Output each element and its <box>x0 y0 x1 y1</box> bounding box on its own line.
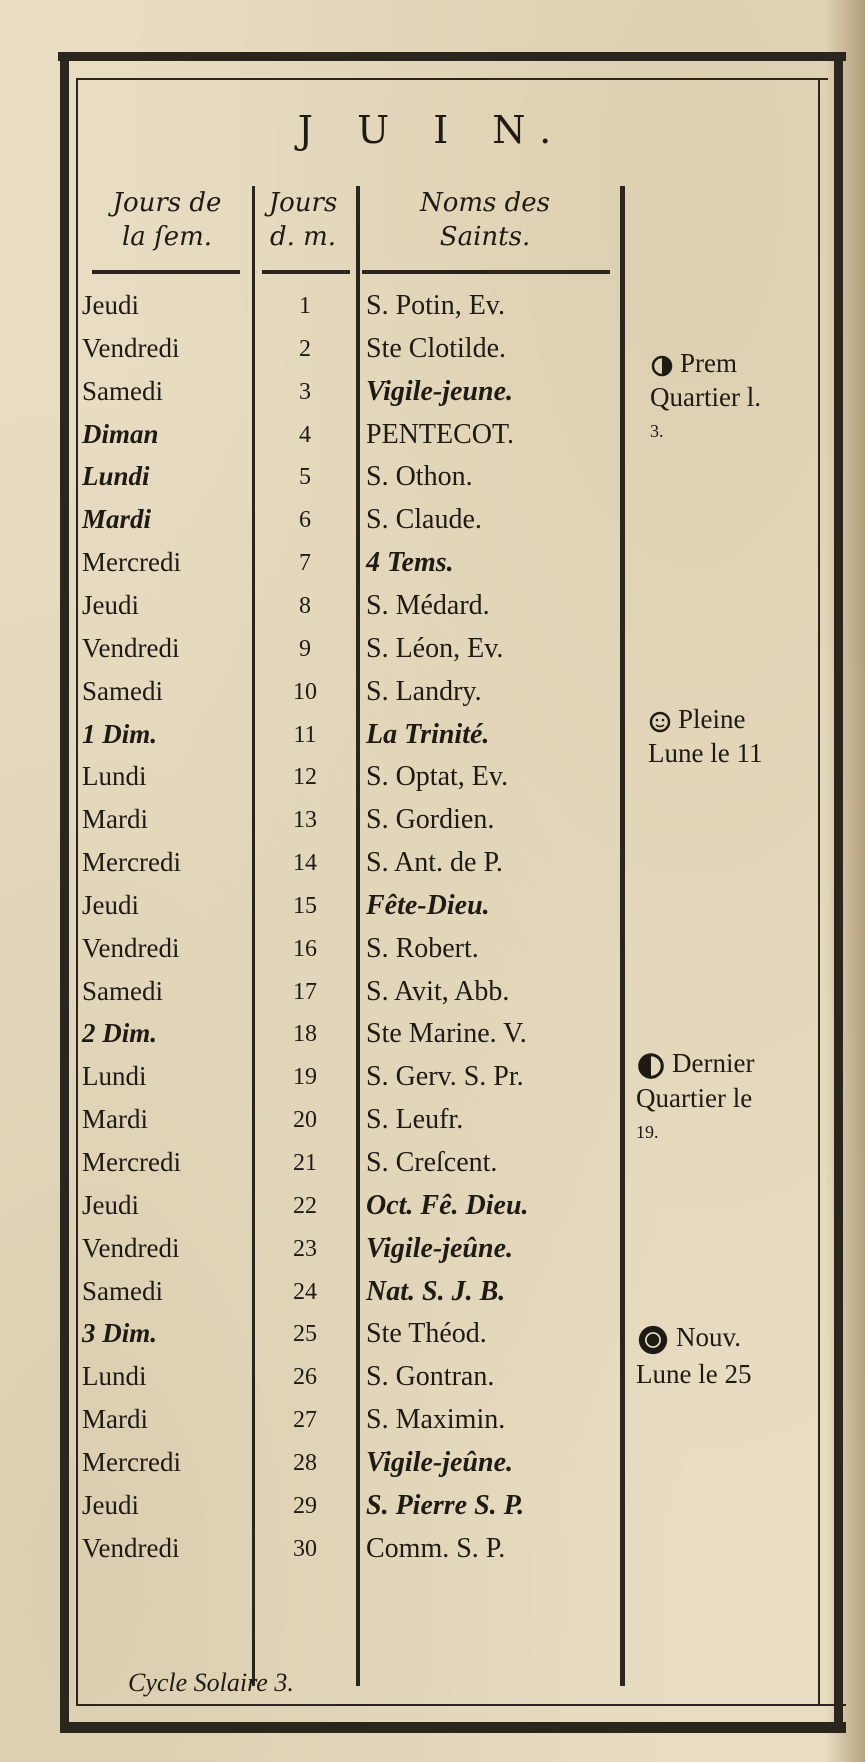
weekday-cell: Mardi <box>82 1104 148 1135</box>
weekday-cell: Jeudi <box>82 1489 139 1520</box>
weekday-cell: Lundi <box>82 761 147 792</box>
table-row <box>0 284 865 327</box>
table-row <box>0 541 865 584</box>
top-border-thick <box>58 52 846 61</box>
saint-name-cell: Vigile-jeûne. <box>366 1446 513 1478</box>
day-number-cell: 8 <box>299 592 311 619</box>
header-daynum-line2: d. m. <box>269 222 337 252</box>
weekday-cell: Mercredi <box>82 847 181 878</box>
weekday-cell: 1 Dim. <box>82 718 158 749</box>
day-number-cell: 9 <box>299 635 311 662</box>
last-quarter-moon-icon <box>636 1051 666 1081</box>
table-row <box>0 1484 865 1527</box>
day-number-cell: 13 <box>293 807 317 834</box>
saint-name-cell: Nat. S. J. B. <box>366 1275 506 1307</box>
weekday-cell: Samedi <box>82 675 163 706</box>
header-weekday-line2: la ſem. <box>121 222 212 252</box>
day-number-cell: 1 <box>299 293 311 319</box>
saint-name-cell: S. Robert. <box>366 932 479 964</box>
table-row <box>0 627 865 670</box>
table-row <box>0 1527 865 1570</box>
day-number-cell: 30 <box>293 1535 317 1562</box>
saint-name-cell: S. Landry. <box>366 675 482 707</box>
weekday-cell: Diman <box>82 418 159 449</box>
weekday-cell: Jeudi <box>82 589 139 620</box>
table-row <box>0 1270 865 1313</box>
day-number-cell: 19 <box>293 1064 317 1091</box>
day-number-cell: 11 <box>293 721 317 748</box>
weekday-cell: 2 Dim. <box>82 1018 158 1049</box>
weekday-cell: Vendredi <box>82 932 180 963</box>
weekday-cell: Mardi <box>82 804 148 835</box>
saint-name-cell: S. Maximin. <box>366 1404 506 1436</box>
weekday-cell: Vendredi <box>82 1532 180 1563</box>
saint-name-cell: Ste Théod. <box>366 1318 487 1350</box>
weekday-cell: Jeudi <box>82 1189 139 1220</box>
saint-name-cell: Ste Clotilde. <box>366 332 506 364</box>
weekday-cell: Lundi <box>82 461 150 492</box>
table-row <box>0 970 865 1013</box>
note-first-quarter <box>650 346 761 448</box>
saint-name-cell: Fête-Dieu. <box>366 889 490 921</box>
day-number-cell: 24 <box>293 1278 317 1305</box>
saint-name-cell: S. Gontran. <box>366 1361 495 1393</box>
weekday-cell: Jeudi <box>82 290 139 320</box>
weekday-cell: Mercredi <box>82 547 181 578</box>
header-rule-weekday <box>92 270 240 274</box>
day-number-cell: 25 <box>293 1321 317 1348</box>
day-number-cell: 21 <box>293 1150 317 1176</box>
weekday-cell: Jeudi <box>82 889 139 920</box>
day-number-cell: 18 <box>293 1021 317 1048</box>
saint-name-cell: S. Creſcent. <box>366 1147 498 1178</box>
saint-name-cell: La Trinité. <box>366 718 490 750</box>
saint-name-cell: Comm. S. P. <box>366 1532 506 1564</box>
saint-name-cell: S. Potin, Ev. <box>366 290 505 321</box>
saint-name-cell: S. Pierre S. P. <box>366 1489 525 1521</box>
day-number-cell: 28 <box>293 1449 317 1476</box>
saint-name-cell: S. Gerv. S. Pr. <box>366 1061 524 1093</box>
saint-name-cell: S. Leufr. <box>366 1104 464 1136</box>
weekday-cell: Mardi <box>82 504 152 535</box>
weekday-cell: Vendredi <box>82 632 180 663</box>
weekday-cell: Samedi <box>82 375 163 406</box>
header-rule-daynum <box>262 270 350 274</box>
header-weekday <box>84 186 250 254</box>
saint-name-cell: S. Avit, Abb. <box>366 975 510 1007</box>
saint-name-cell: 4 Tems. <box>366 547 454 579</box>
day-number-cell: 3 <box>299 378 311 405</box>
saint-name-cell: Oct. Fê. Dieu. <box>366 1189 529 1221</box>
month-title: J U I N. <box>297 108 568 152</box>
first-quarter-line1: Prem <box>680 348 737 378</box>
saint-name-cell: S. Othon. <box>366 461 473 493</box>
day-number-cell: 20 <box>293 1107 317 1134</box>
bottom-border-thin <box>76 1704 846 1706</box>
weekday-cell: 3 Dim. <box>82 1318 158 1349</box>
last-quarter-line2: Quartier le <box>636 1082 753 1113</box>
saint-name-cell: S. Optat, Ev. <box>366 761 509 793</box>
day-number-cell: 29 <box>293 1492 317 1519</box>
full-moon-line1: Pleine <box>678 704 746 734</box>
saint-name-cell: PENTECOT. <box>366 418 515 450</box>
new-moon-icon <box>636 1323 670 1357</box>
day-number-cell: 6 <box>299 507 311 534</box>
day-number-cell: 23 <box>293 1235 317 1262</box>
table-row <box>0 884 865 927</box>
day-number-cell: 5 <box>299 464 311 491</box>
day-number-cell: 17 <box>293 978 317 1005</box>
saint-name-cell: S. Gordien. <box>366 804 495 836</box>
table-row <box>0 841 865 884</box>
full-moon-line2: Lune le 11 <box>648 738 763 768</box>
weekday-cell: Lundi <box>82 1061 147 1092</box>
day-number-cell: 10 <box>293 678 317 705</box>
bottom-border-thick <box>60 1722 846 1733</box>
header-saints <box>360 186 610 254</box>
weekday-cell: Mercredi <box>82 1147 181 1177</box>
table-row <box>0 455 865 498</box>
table-row <box>0 798 865 841</box>
table-row <box>0 1441 865 1484</box>
saint-name-cell: Vigile-jeune. <box>366 375 513 407</box>
day-number-cell: 16 <box>293 935 317 962</box>
weekday-cell: Lundi <box>82 1361 147 1392</box>
saint-name-cell: S. Claude. <box>366 504 482 536</box>
day-number-cell: 14 <box>293 850 317 877</box>
table-row <box>0 1398 865 1441</box>
weekday-cell: Mercredi <box>82 1446 181 1477</box>
first-quarter-line2: Quartier l. <box>650 382 761 412</box>
top-border-thin <box>76 78 828 80</box>
saint-name-cell: Ste Marine. V. <box>366 1018 527 1050</box>
header-saints-line1: Noms des <box>419 188 551 218</box>
weekday-cell: Vendredi <box>82 1232 180 1263</box>
note-full-moon <box>648 702 762 770</box>
table-row <box>0 1184 865 1227</box>
weekday-cell: Mardi <box>82 1404 148 1435</box>
day-number-cell: 4 <box>299 421 311 448</box>
saint-name-cell: S. Léon, Ev. <box>366 632 504 664</box>
saint-name-cell: S. Ant. de P. <box>366 847 503 879</box>
weekday-cell: Vendredi <box>82 332 180 363</box>
weekday-cell: Samedi <box>82 975 163 1006</box>
first-quarter-moon-icon <box>650 354 674 378</box>
day-number-cell: 15 <box>293 892 317 919</box>
table-row <box>0 1227 865 1270</box>
saint-name-cell: Vigile-jeûne. <box>366 1232 513 1264</box>
note-new-moon <box>636 1320 751 1391</box>
header-rule-saints <box>362 270 610 274</box>
new-moon-line1: Nouv. <box>676 1322 741 1352</box>
table-row <box>0 927 865 970</box>
day-number-cell: 22 <box>293 1192 317 1219</box>
header-daynum <box>252 186 354 254</box>
day-number-cell: 12 <box>293 764 317 791</box>
new-moon-line2: Lune le 25 <box>636 1358 752 1389</box>
header-weekday-line1: Jours de <box>112 188 222 218</box>
table-row <box>0 498 865 541</box>
day-number-cell: 7 <box>299 550 311 577</box>
saint-name-cell: S. Médard. <box>366 589 490 621</box>
day-number-cell: 27 <box>293 1407 317 1434</box>
first-quarter-line3: 3. <box>650 421 664 441</box>
table-row <box>0 584 865 627</box>
solar-cycle-footer: Cycle Solaire 3. <box>128 1668 294 1697</box>
note-last-quarter <box>636 1046 754 1149</box>
header-saints-line2: Saints. <box>439 222 531 252</box>
last-quarter-line1: Dernier <box>672 1048 755 1078</box>
header-daynum-line1: Jours <box>268 188 338 218</box>
weekday-cell: Samedi <box>82 1275 163 1306</box>
day-number-cell: 2 <box>299 335 311 362</box>
day-number-cell: 26 <box>293 1364 317 1391</box>
full-moon-icon <box>648 710 672 734</box>
last-quarter-line3: 19. <box>636 1121 659 1142</box>
